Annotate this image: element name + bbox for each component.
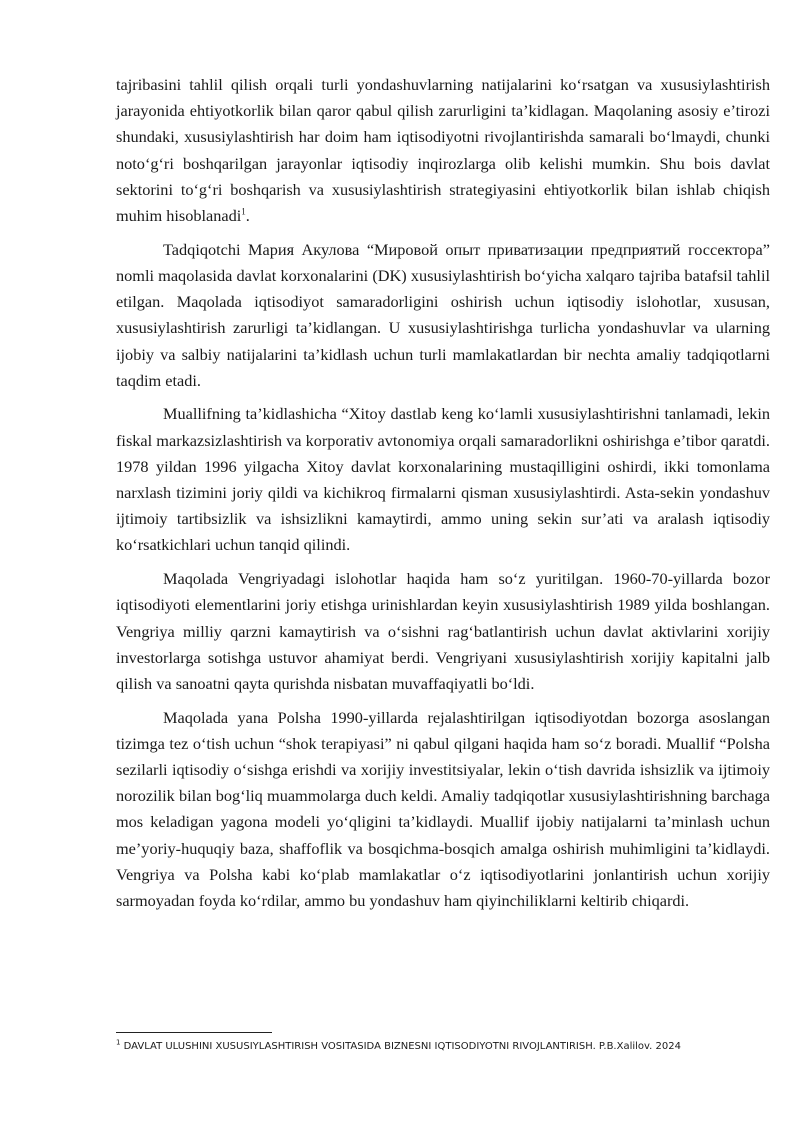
paragraph-1-tail: . xyxy=(245,206,250,226)
document-body xyxy=(116,72,770,922)
paragraph-3: Muallifning ta’kidlashicha “Xitoy dastlab keng ko‘lamli xususiylashtirishni tanlamadi, lekin fiskal markazsizlashtirish va korporativ avtonomiya orqali samaradorlikni oshirishga e’tibor qaratdi. 1978 yildan 1996 yilgacha Xitoy davlat korxonalarining mustaqilligini oshirdi, ikki tomonlama narxlash tizimini joriy qildi va kichikroq firmalarni qisman xususiylashtirdi. Asta-sekin yondashuv ijtimoiy tartibsizlik va ishsizlikni kamaytirdi, ammo uning sekin sur’ati va aralash iqtisodiy ko‘rsatkichlari uchun tanqid qilindi. xyxy=(116,404,770,555)
footnote-text: DAVLAT ULUSHINI XUSUSIYLASHTIRISH VOSITASIDA BIZNESNI IQTISODIYOTNI RIVOJLANTIRISH. P.B.Xalilov. 2024 xyxy=(120,1041,681,1052)
paragraph-4: Maqolada Vengriyadagi islohotlar haqida ham so‘z yuritilgan. 1960-70-yillarda bozor iqtisodiyoti elementlarini joriy etishga urinishlardan keyin xususiylashtirish 1989 yilda boshlangan. Vengriya milliy qarzni kamaytirish va o‘sishni rag‘batlantirish uchun davlat aktivlarini xorijiy investorlarga sotishga ustuvor ahamiyat berdi. Vengriyani xususiylashtirish xorijiy kapitalni jalb qilish va sanoatni qayta qurishda nisbatan muvaffaqiyatli bo‘ldi. xyxy=(116,569,770,693)
footnote-reference[interactable]: 1 xyxy=(241,206,246,217)
footnote-marker: 1 xyxy=(116,1038,121,1047)
paragraph-5: Maqolada yana Polsha 1990-yillarda rejalashtirilgan iqtisodiyotdan bozorga asoslangan tizimga tez o‘tish uchun “shok terapiyasi” ni qabul qilgani haqida ham so‘z boradi. Muallif “Polsha sezilarli iqtisodiy o‘sishga erishdi va xorijiy investitsiyalar, lekin o‘tish davrida ishsizlik va ijtimoiy norozilik bilan bog‘liq muammolarga duch keldi. Amaliy tadqiqotlar xususiylashtirishning barchaga mos keladigan yagona modeli yo‘qligini ta’kidlaydi. Muallif ijobiy natijalarni ta’minlash uchun me’yoriy-huquqiy baza, shaffoflik va bosqichma-bosqich amalga oshirish muhimligini ta’kidlaydi. Vengriya va Polsha kabi ko‘plab mamlakatlar o‘z iqtisodiyotlarini jonlantirish uchun xorijiy sarmoyadan foyda ko‘rdilar, ammo bu yondashuv ham qiyinchiliklarni keltirib chiqardi. xyxy=(116,707,770,911)
paragraph-2: Tadqiqotchi Мария Акулова “Мировой опыт приватизации предприятий госсектора” nomli maqolasida davlat korxonalarini (DK) xususiylashtirish bo‘yicha xalqaro tajriba batafsil tahlil etilgan. Maqolada iqtisodiyot samaradorligini oshirish uchun iqtisodiy islohotlar, xususan, xususiylashtirish zarurligi ta’kidlangan. U xususiylashtirishga turlicha yondashuvlar va ularning ijobiy va salbiy natijalarini ta’kidlash uchun turli mamlakatlardan bir nechta amaliy tadqiqotlarni taqdim etadi. xyxy=(116,239,770,390)
paragraph-1 xyxy=(116,72,770,229)
paragraph-1-text: tajribasini tahlil qilish orqali turli yondashuvlarning natijalarini ko‘rsatgan va xususiylashtirish jarayonida ehtiyotkorlik bilan qaror qabul qilish zarurligini ta’kidlagan. Maqolaning asosiy e’tirozi shundaki, xususiylashtirish har doim ham iqtisodiyotni rivojlantirishda samarali bo‘lmaydi, chunki noto‘g‘ri boshqarilgan jarayonlar iqtisodiy inqirozlarga olib kelishi mumkin. Shu bois davlat sektorini to‘g‘ri boshqarish va xususiylashtirish strategiyasini ehtiyotkorlik bilan ishlab chiqish muhim hisoblanadi xyxy=(116,75,770,226)
footnote-separator xyxy=(116,1032,272,1033)
footnote xyxy=(116,1040,776,1054)
